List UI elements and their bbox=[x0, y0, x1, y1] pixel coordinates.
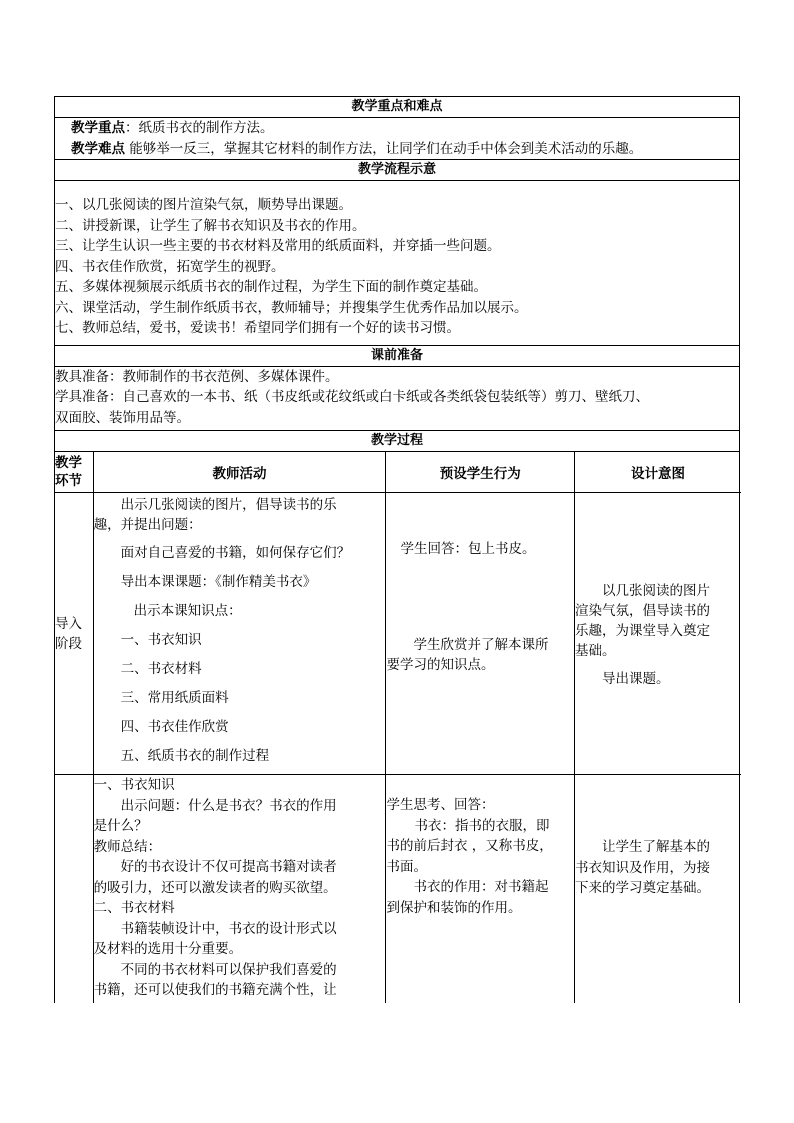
difficulty-text: 能够举一反三，掌握其它材料的制作方法，让同学们在动手中体会到美术活动的乐趣。 bbox=[125, 140, 643, 157]
intent-line: 以几张阅读的图片 bbox=[602, 583, 710, 599]
prep-teacher: 教具准备：教师制作的书衣范例、多媒体课件。 bbox=[55, 368, 339, 385]
student-line: 到保护和装饰的作用。 bbox=[386, 899, 522, 916]
teacher-line: 是什么？ bbox=[93, 818, 148, 834]
teacher-line: 出示本课知识点： bbox=[133, 603, 242, 619]
teacher-line: 出示几张阅读的图片，倡导读书的乐 bbox=[120, 497, 337, 513]
student-behavior-knowledge bbox=[386, 775, 575, 1003]
key-points-title: 教学重点和难点 bbox=[55, 97, 739, 118]
teacher-line: 一、书衣知识 bbox=[93, 777, 175, 793]
student-line: 学生回答：包上书皮。 bbox=[400, 541, 536, 557]
teacher-line: 出示问题：什么是书衣？书衣的作用 bbox=[120, 797, 337, 814]
teacher-line: 书籍装帧设计中，书衣的设计形式以 bbox=[120, 920, 337, 937]
flow-title: 教学流程示意 bbox=[55, 160, 739, 181]
intent-line: 导出课题。 bbox=[602, 671, 670, 687]
focus-text: ：纸质书衣的制作方法。 bbox=[125, 120, 274, 136]
lesson-plan-sheet bbox=[54, 96, 740, 1003]
header-stage: 教学环节 bbox=[55, 452, 93, 493]
intent-line: 乐趣，为课堂导入奠定 bbox=[575, 623, 710, 639]
prep-student-line2: 双面胶、装饰用品等。 bbox=[55, 409, 190, 426]
stage-blank bbox=[55, 775, 93, 1003]
key-points-section bbox=[54, 96, 740, 159]
flow-list bbox=[55, 181, 739, 345]
flow-item: 七、教师总结，爱书，爱读书！希望同学们拥有一个好的读书习惯。 bbox=[55, 320, 460, 336]
teacher-line: 面对自己喜爱的书籍，如何保存它们？ bbox=[120, 545, 351, 561]
teacher-line: 好的书衣设计不仅可提高书籍对读者 bbox=[120, 859, 337, 875]
prep-title: 课前准备 bbox=[55, 346, 739, 367]
teacher-line: 及材料的选用十分重要。 bbox=[93, 941, 243, 957]
student-line: 书面。 bbox=[386, 858, 427, 875]
teacher-line: 二、书衣材料 bbox=[120, 661, 202, 677]
header-teacher: 教师活动 bbox=[93, 452, 386, 493]
student-behavior-intro bbox=[386, 493, 575, 775]
teacher-line: 教师总结： bbox=[93, 838, 162, 855]
student-line: 书衣的作用：对书籍起 bbox=[413, 879, 549, 895]
teacher-line: 二、书衣材料 bbox=[93, 900, 175, 916]
teacher-line: 趣，并提出问题： bbox=[93, 517, 202, 533]
prep-student-line1: 学具准备：自己喜欢的一本书、纸（书皮纸或花纹纸或白卡纸或各类纸袋包装纸等）剪刀、壁纸刀、 bbox=[55, 389, 649, 405]
teacher-activity-knowledge bbox=[93, 775, 386, 1003]
teacher-line: 三、常用纸质面料 bbox=[120, 690, 229, 706]
design-intent-knowledge bbox=[575, 775, 742, 1003]
flow-item: 六、课堂活动，学生制作纸质书衣，教师辅导；并搜集学生优秀作品加以展示。 bbox=[55, 299, 528, 316]
flow-item: 二、讲授新课，让学生了解书衣知识及书衣的作用。 bbox=[55, 217, 366, 234]
stage-intro: 导入阶段 bbox=[55, 493, 93, 775]
process-table bbox=[55, 452, 741, 1003]
key-points-body bbox=[55, 118, 739, 159]
intent-line: 让学生了解基本的 bbox=[602, 839, 710, 855]
difficulty-line bbox=[71, 139, 739, 160]
process-section bbox=[54, 430, 740, 1003]
student-line: 学生欣赏并了解本课所 bbox=[413, 637, 549, 653]
design-intent-intro bbox=[575, 493, 742, 775]
intent-line: 下来的学习奠定基础。 bbox=[575, 880, 710, 896]
student-line: 要学习的知识点。 bbox=[386, 657, 495, 673]
flow-item: 四、书衣佳作欣赏，拓宽学生的视野。 bbox=[55, 258, 285, 275]
teacher-line: 的吸引力，还可以激发读者的购买欲望。 bbox=[93, 879, 337, 896]
teacher-line: 四、书衣佳作欣赏 bbox=[120, 719, 229, 735]
process-header-row bbox=[55, 452, 741, 493]
student-line: 书的前后封衣 ，又称书皮， bbox=[386, 838, 553, 854]
student-line: 书衣：指书的衣服，即 bbox=[414, 817, 550, 834]
focus-label: 教学重点 bbox=[71, 120, 125, 136]
teacher-line: 五、纸质书衣的制作过程 bbox=[120, 748, 270, 764]
teacher-line: 导出本课课题：《制作精美书衣》 bbox=[120, 574, 317, 590]
intent-line: 渲染气氛，倡导读书的 bbox=[575, 603, 710, 619]
table-row bbox=[55, 493, 741, 775]
prep-body bbox=[55, 367, 739, 431]
flow-item: 一、以几张阅读的图片渲染气氛，顺势导出课题。 bbox=[55, 197, 352, 213]
table-row bbox=[55, 775, 741, 1003]
flow-item: 五、多媒体视频展示纸质书衣的制作过程，为学生下面的制作奠定基础。 bbox=[55, 279, 487, 295]
intent-line: 书衣知识及作用，为接 bbox=[575, 859, 710, 876]
teacher-line: 书籍，还可以使我们的书籍充满个性，让 bbox=[93, 982, 337, 998]
focus-line bbox=[71, 118, 739, 139]
difficulty-label: 教学难点 bbox=[71, 140, 125, 157]
process-title: 教学过程 bbox=[55, 431, 739, 452]
flow-item: 三、让学生认识一些主要的书衣材料及常用的纸质面料，并穿插一些问题。 bbox=[55, 238, 501, 254]
teacher-line: 一、书衣知识 bbox=[120, 632, 202, 648]
header-student: 预设学生行为 bbox=[386, 452, 575, 493]
prep-section bbox=[54, 345, 740, 431]
teacher-activity-intro bbox=[93, 493, 386, 775]
header-intent: 设计意图 bbox=[575, 452, 742, 493]
student-line: 学生思考、回答： bbox=[386, 797, 495, 813]
teacher-line: 不同的书衣材料可以保护我们喜爱的 bbox=[120, 961, 337, 978]
intent-line: 基础。 bbox=[575, 643, 616, 659]
flow-section bbox=[54, 159, 740, 345]
